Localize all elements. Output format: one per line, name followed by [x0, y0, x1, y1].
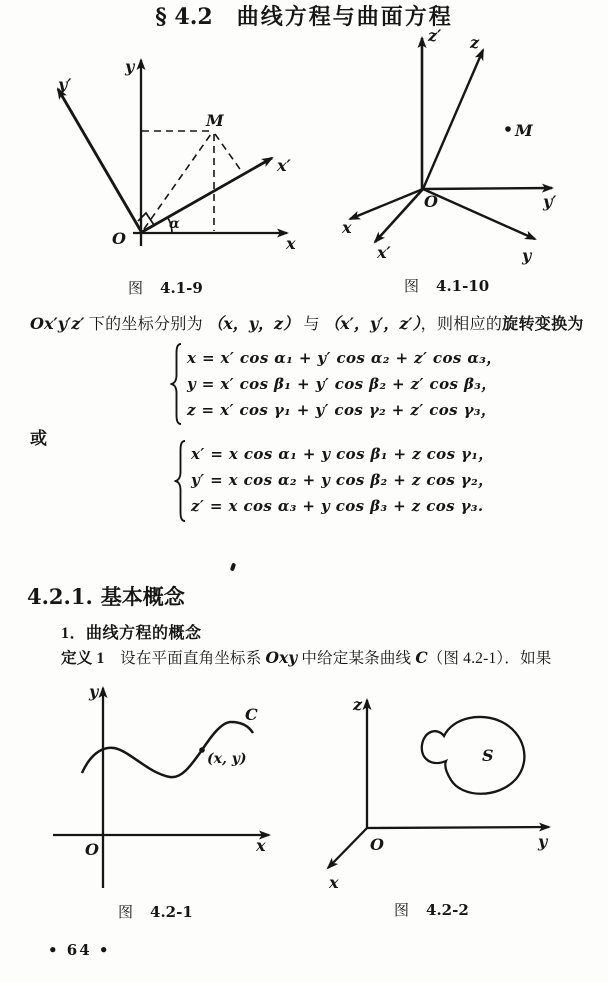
math-oxyz-prime: Ox′y′z′: [30, 314, 85, 333]
y-axis-line: [423, 189, 535, 239]
z-axis-label: z: [353, 695, 363, 714]
point-m-label: M: [206, 111, 224, 130]
section-title: 曲线方程与曲面方程: [236, 4, 453, 29]
section-number: § 4.2: [155, 4, 213, 30]
x-prime-axis-label: x′: [377, 243, 391, 262]
subsection-heading: [27, 581, 185, 611]
surface-s-path: [422, 717, 525, 794]
brace-path: [175, 441, 186, 521]
definition-line: [61, 646, 551, 668]
x-axis-line: [328, 828, 367, 868]
math-xyz-prime-tuple: （x′，y′，z′）: [324, 314, 421, 333]
math-xyz-tuple: （x，y，z）: [207, 314, 300, 333]
caption-prefix: 图: [118, 905, 134, 921]
definition-seg1: 设在平面直角坐标系: [104, 650, 266, 667]
y-prime-axis-line: [58, 89, 142, 233]
math-curve-c: C: [415, 648, 428, 667]
origin-label: O: [112, 229, 126, 248]
equation-brace-1: [168, 342, 184, 426]
equation-line: x′ = x cos α₁ + y cos β₁ + z cos γ₁，: [191, 445, 494, 463]
y-axis-label: y: [538, 832, 548, 851]
origin-label: O: [85, 840, 99, 859]
curve-c-label: C: [245, 705, 258, 724]
equation-line: y = x′ cos β₁ + y′ cos β₂ + z′ cos β₃，: [187, 375, 497, 393]
page-number: • 64 •: [48, 941, 111, 959]
equation-system-2: [191, 441, 494, 519]
y-axis-line: [367, 827, 549, 828]
x-axis-line: [350, 189, 423, 219]
point-xy-dot: [199, 747, 205, 753]
definition-seg2: 中给定某条曲线: [297, 650, 416, 667]
y-prime-axis-label: y′: [58, 75, 72, 94]
x-axis-label: x: [329, 873, 339, 892]
definition-seg3: （图 4.2-1）．如果: [427, 650, 552, 667]
x-prime-axis-line: [375, 189, 423, 242]
intro-seg2: 下的坐标分别为: [84, 316, 208, 333]
scan-speck: [230, 563, 236, 572]
equation-line: z = x′ cos γ₁ + y′ cos γ₂ + z′ cos γ₃，: [187, 401, 497, 419]
y-axis-label: y: [522, 246, 532, 265]
x-axis-label: x: [256, 836, 266, 855]
figure-4-1-10-caption: [404, 275, 489, 296]
equation-line: x = x′ cos α₁ + y′ cos α₂ + z′ cos α₃，: [187, 349, 502, 367]
equation-line: y′ = x cos α₂ + y cos β₂ + z cos γ₂，: [191, 471, 494, 489]
z-axis-label: z: [470, 33, 480, 52]
subsection-title: 基本概念: [100, 585, 185, 609]
section-heading: [0, 0, 608, 31]
figure-4-1-9: [0, 0, 304, 300]
term-rotation-transform: 旋转变换为: [502, 316, 584, 333]
intro-seg4: 与: [299, 316, 325, 333]
brace-path: [171, 344, 182, 424]
caption-prefix: 图: [394, 903, 410, 919]
z-axis-line: [423, 50, 483, 189]
origin-label: O: [424, 192, 438, 211]
angle-alpha-label: α: [169, 216, 180, 232]
y-axis-label: y: [125, 57, 135, 76]
point-xy-label: (x, y): [207, 751, 247, 767]
figure-4-1-10: [304, 0, 608, 300]
x-axis-label: x: [342, 218, 352, 237]
or-connective: 或: [30, 429, 47, 448]
point-m-label: M: [515, 121, 533, 140]
figure-4-1-9-caption: [128, 277, 203, 298]
definition-label: 定义 1: [61, 650, 105, 667]
origin-label: O: [370, 835, 384, 854]
y-axis-label: y: [89, 682, 99, 701]
dashed-radius-om: [144, 134, 211, 229]
y-prime-axis-line: [423, 188, 552, 189]
intro-text-line: [30, 312, 584, 337]
equation-line: z′ = x cos α₃ + y cos β₃ + z cos γ₃.: [191, 497, 484, 515]
caption-number: 4.2-2: [426, 901, 469, 919]
caption-prefix: 图: [128, 281, 144, 297]
figure-4-2-2: [304, 670, 608, 900]
equation-brace-2: [172, 439, 188, 523]
caption-number: 4.1-10: [436, 277, 490, 295]
dashed-perpendicular-to-x-prime: [215, 134, 242, 172]
figure-4-2-1: [0, 670, 304, 900]
figure-4-2-1-caption: [118, 901, 193, 922]
x-prime-axis-line: [142, 158, 272, 232]
list-item-1: 1．曲线方程的概念: [61, 625, 202, 642]
x-axis-label: x: [286, 234, 296, 253]
z-prime-axis-label: z′: [428, 26, 442, 45]
curve-c-path: [82, 722, 253, 777]
subsection-number: 4.2.1.: [27, 584, 93, 609]
y-prime-axis-label: y′: [543, 192, 557, 211]
caption-number: 4.1-9: [160, 279, 203, 297]
math-oxy: Oxy: [265, 648, 298, 667]
figure-4-2-2-caption: [394, 899, 469, 920]
equation-system-1: [187, 345, 502, 423]
caption-number: 4.2-1: [150, 903, 193, 921]
intro-seg6: ，则相应的: [420, 316, 503, 333]
caption-prefix: 图: [404, 279, 420, 295]
x-prime-axis-label: x′: [277, 156, 291, 175]
point-m-dot: [505, 126, 511, 132]
surface-s-label: S: [482, 746, 494, 765]
